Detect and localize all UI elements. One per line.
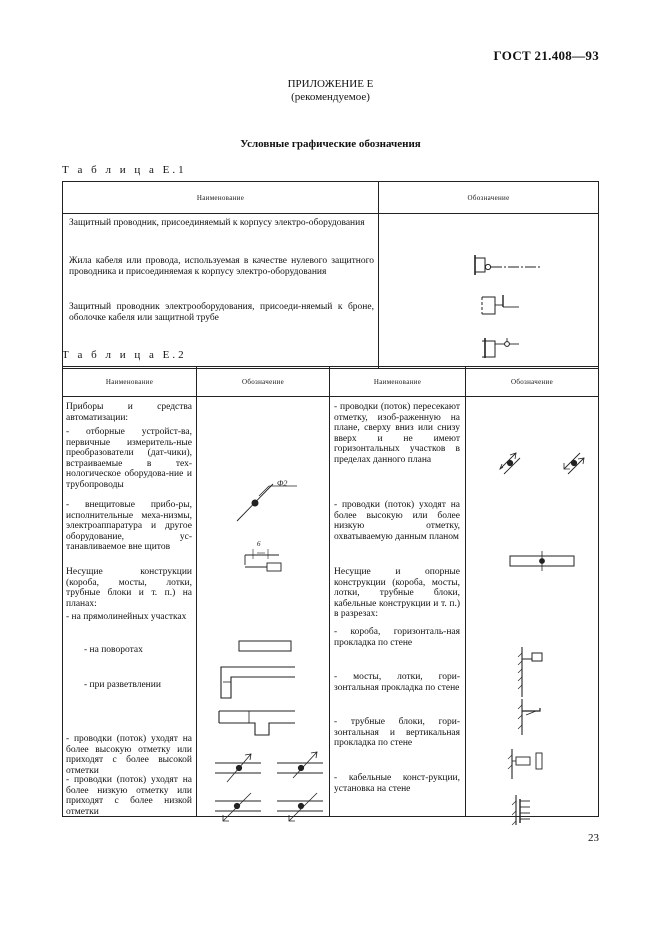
table2-right-item-6: - трубные блоки, гори-зонтальная и вертикальная прокладка по стене <box>334 717 460 749</box>
document-code: ГОСТ 21.408—93 <box>493 48 599 63</box>
table2-header-name-right: Наименование <box>330 367 466 397</box>
table2-left-item-3: - внещитовые прибо-ры, исполнительные меха-низмы, электроаппаратура и другое оборудование, ус-танавливаемое вне щитов <box>66 500 192 553</box>
external-device-symbol <box>245 549 281 571</box>
sensor-symbol <box>237 484 297 521</box>
level-change-symbol <box>510 551 574 571</box>
table2-right-names <box>330 397 466 817</box>
table2-left-item-4: Несущие конструкции (короба, мосты, лотки, трубные блоки и т. п.) на планах: <box>66 567 192 609</box>
table1-header-name: Наименование <box>63 182 379 214</box>
table-e1 <box>62 181 599 369</box>
section-title: Условные графические обозначения <box>240 138 421 150</box>
turn-tray-symbol <box>221 667 295 698</box>
table2-left-symbols <box>197 397 330 817</box>
table2-left-names <box>63 397 197 817</box>
table2-caption: Т а б л и ц а Е.2 <box>62 349 187 361</box>
table2-header-symbol-right: Обозначение <box>466 367 599 397</box>
up-routing-symbol <box>215 752 323 782</box>
table1-row-2: Жила кабеля или провода, используемая в качестве нулевого защитного проводника и присоединяемая к корпусу электро-оборудования <box>69 256 374 277</box>
table2-header-symbol-left: Обозначение <box>197 367 330 397</box>
page-number: 23 <box>588 832 599 844</box>
table2-right-item-2: - проводки (поток) уходят на более высокую или более низкую отметку, охватываемую данным планом <box>334 500 460 542</box>
table1-caption: Т а б л и ц а Е.1 <box>62 164 187 176</box>
crossing-routing-symbol <box>500 453 584 474</box>
table2-left-item-9: - проводки (поток) уходят на более низкую отметку или приходят с более низкой отметки <box>66 775 192 817</box>
wall-pipe-block-symbol <box>508 749 542 779</box>
table1-symbols-cell <box>379 214 599 369</box>
table2-right-item-1: - проводки (поток) пересекают отметку, изоб-раженную на плане, сверху вниз или снизу вверх и не имеют горизонтальных участков в пределах данного плана <box>334 402 460 465</box>
table2-left-item-7: - при разветвлении <box>84 680 161 690</box>
size-label: 6 <box>257 540 261 548</box>
protective-conductor-symbol <box>379 214 600 369</box>
table2-right-item-3: Несущие и опорные конструкции (короба, мосты, лотки, трубные блоки, кабельные конструкции и т. п.) в разрезах: <box>334 567 460 620</box>
table2-left-item-1: Приборы и средства автоматизации: <box>66 402 192 423</box>
table-e2 <box>62 366 599 817</box>
table1-row-3: Защитный проводник электрооборудования, присоеди-няемый к броне, оболочке кабеля или защитной трубе <box>69 302 374 323</box>
table1-row-1: Защитный проводник, присоединяемый к корпусу электро-оборудования <box>69 218 365 228</box>
table2-right-item-7: - кабельные конст-рукции, установка на стене <box>334 773 460 794</box>
table2-left-item-5: - на прямолинейных участках <box>66 612 187 622</box>
branch-tray-symbol <box>219 711 295 735</box>
wall-box-symbol <box>518 647 542 697</box>
table2-left-item-8: - проводки (поток) уходят на более высокую отметку или приходят с более высокой отметки <box>66 734 192 776</box>
table2-right-item-5: - мосты, лотки, гори-зонтальная прокладка по стене <box>334 672 460 693</box>
appendix-title: ПРИЛОЖЕНИЕ Е <box>287 78 374 90</box>
appendix-subtitle: (рекомендуемое) <box>291 91 370 103</box>
table2-left-item-2: - отборные устройст-ва, первичные измеритель-ные преобразователи (дат-чики), встраиваемые в тех-нологическое оборудова-ние и трубопроводы <box>66 427 192 490</box>
wall-cable-rack-symbol <box>512 795 530 825</box>
straight-tray-symbol <box>239 641 291 651</box>
table2-right-item-4: - короба, горизонталь-ная прокладка по стене <box>334 627 460 648</box>
table2-header-name-left: Наименование <box>63 367 197 397</box>
table2-left-item-6: - на поворотах <box>84 645 143 655</box>
table1-header-symbol: Обозначение <box>379 182 599 214</box>
diameter-label: Ф2 <box>277 479 288 488</box>
down-routing-symbol <box>215 793 323 821</box>
wall-tray-symbol <box>518 699 540 735</box>
table2-right-symbols <box>466 397 599 817</box>
appendix-heading <box>0 78 661 104</box>
